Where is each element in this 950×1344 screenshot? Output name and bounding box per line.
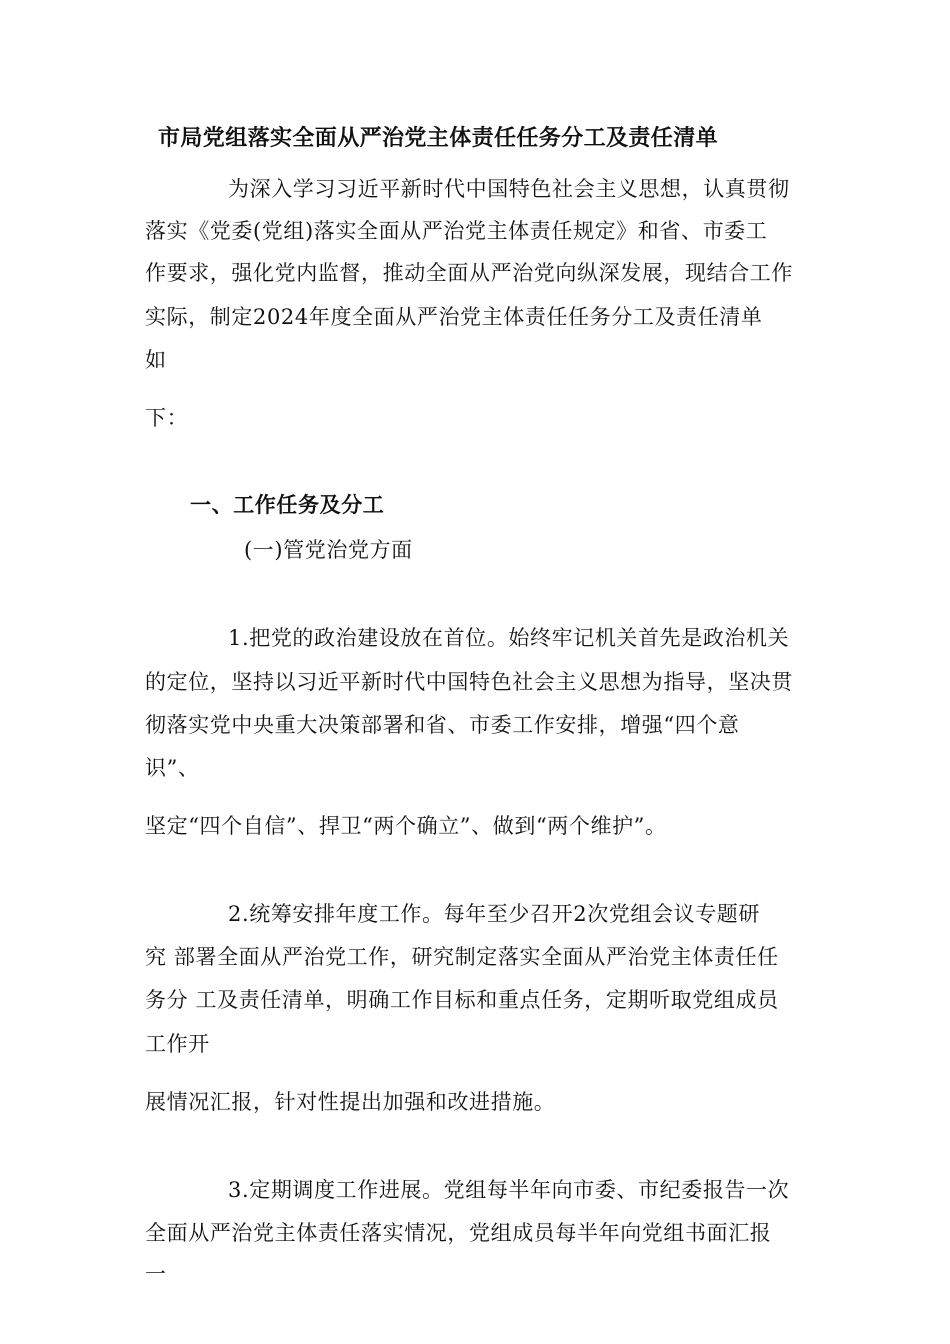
subsection-heading: (一)管党治党方面 (244, 538, 413, 562)
item-2-line: 工作开 (145, 1032, 210, 1056)
document-title: 市局党组落实全面从严治党主体责任任务分工及责任清单 (158, 125, 719, 151)
item-2-line: 展情况汇报，针对性提出加强和改进措施。 (145, 1090, 556, 1114)
intro-line: 落实《党委(党组)落实全面从严治党主体责任规定》和省、市委工 (145, 219, 768, 243)
section-heading: 一、工作任务及分工 (190, 492, 385, 517)
intro-line: 作要求，强化党内监督，推动全面从严治党向纵深发展，现结合工作 (145, 261, 793, 285)
item-2-line: 2.统筹安排年度工作。每年至少召开2次党组会议专题研 (228, 902, 760, 926)
item-3-line: 全面从严治党主体责任落实情况，党组成员每半年向党组书面汇报 (145, 1221, 772, 1245)
item-1-line: 识”、 (145, 756, 200, 780)
intro-line: 下： (145, 406, 189, 430)
item-1-line: 坚定“四个自信”、捍卫“两个确立”、做到“两个维护”。 (145, 814, 667, 838)
item-1-line: 的定位，坚持以习近平新时代中国特色社会主义思想为指导，坚决贯 (145, 670, 793, 694)
item-3-line: 一 (145, 1262, 167, 1286)
item-1-line: 彻落实党中央重大决策部署和省、市委工作安排，增强“四个意 (145, 713, 740, 737)
item-1-line: 1.把党的政治建设放在首位。始终牢记机关首先是政治机关 (228, 626, 790, 650)
intro-line: 实际，制定2024年度全面从严治党主体责任任务分工及责任清单 (145, 305, 763, 329)
item-3-line: 3.定期调度工作进展。党组每半年向市委、市纪委报告一次 (228, 1178, 790, 1202)
item-2-line: 究 部署全面从严治党工作，研究制定落实全面从严治党主体责任任 (145, 945, 779, 969)
item-2-line: 务分 工及责任清单，明确工作目标和重点任务，定期听取党组成员 (145, 988, 779, 1012)
intro-line: 如 (145, 348, 167, 372)
intro-line: 为深入学习习近平新时代中国特色社会主义思想，认真贯彻 (228, 177, 790, 201)
